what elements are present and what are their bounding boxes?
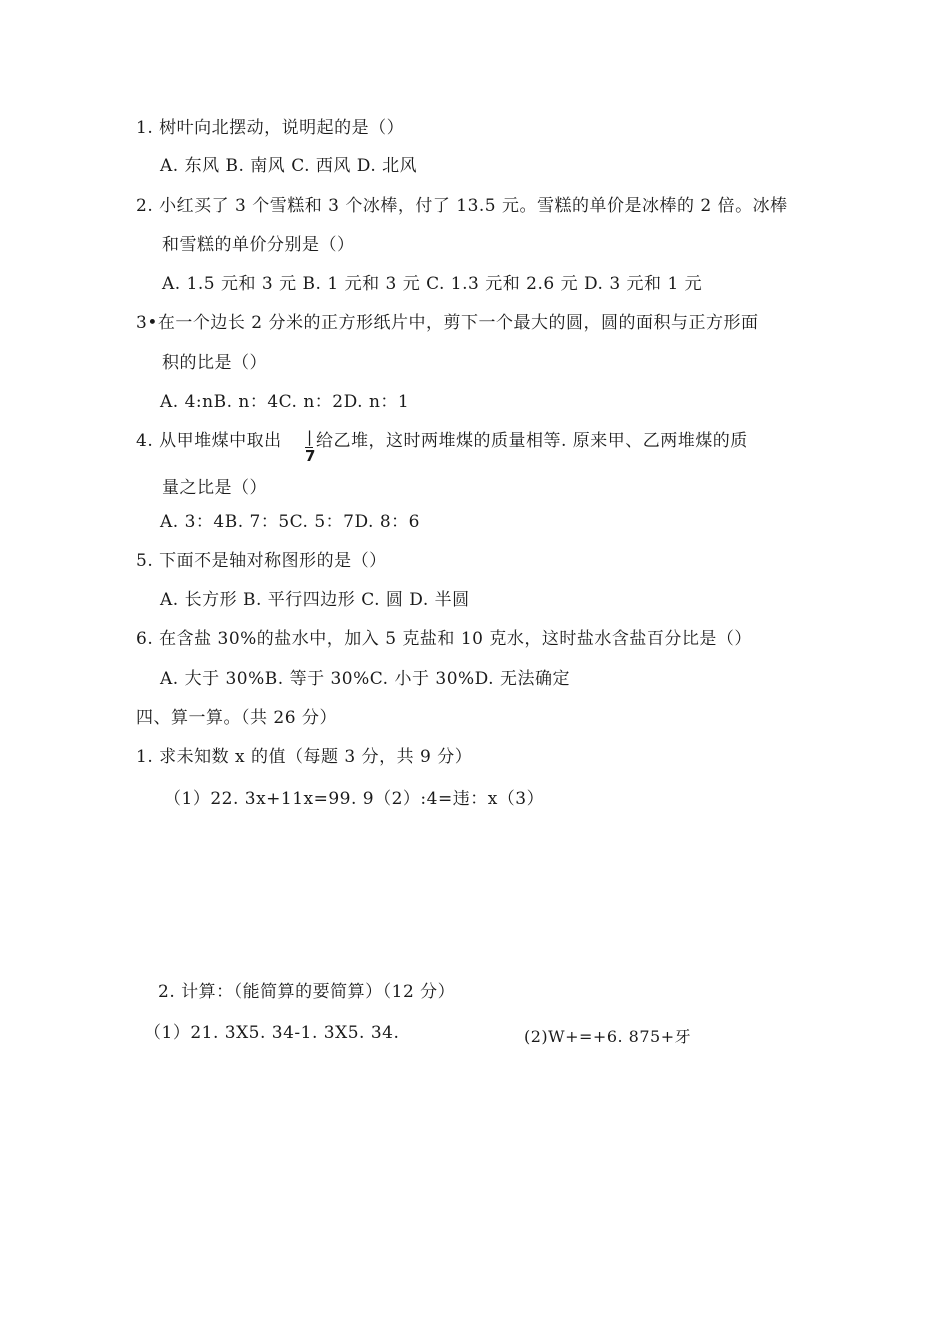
question-2-line-1: 2. 小红买了 3 个雪糕和 3 个冰棒，付了 13.5 元。雪糕的单价是冰棒的 2 倍。冰棒 <box>136 196 788 216</box>
section-4-item-2-problem-1: （1）21. 3X5. 34-1. 3X5. 34. <box>144 1023 400 1043</box>
section-4-item-1-equations: （1）22. 3x+11x=99. 9（2）:4=违：x（3） <box>164 789 545 809</box>
question-2-options: A. 1.5 元和 3 元 B. 1 元和 3 元 C. 1.3 元和 2.6 元 D. 3 元和 1 元 <box>162 274 703 294</box>
question-4-line-2: 量之比是（） <box>162 478 267 498</box>
question-2-line-2: 和雪糕的单价分别是（） <box>162 235 355 255</box>
question-5-options: A. 长方形 B. 平行四边形 C. 圆 D. 半圆 <box>160 590 470 610</box>
question-6: 6. 在含盐 30%的盐水中，加入 5 克盐和 10 克水，这时盐水含盐百分比是（） <box>136 629 752 649</box>
section-4-item-2: 2. 计算：（能简算的要简算）（12 分） <box>158 982 456 1002</box>
question-4-options: A. 3：4B. 7：5C. 5：7D. 8：6 <box>160 512 420 532</box>
question-4-line-1-prefix: 4. 从甲堆煤中取出 <box>136 431 282 451</box>
section-4-item-2-problem-2: (2)W+=+6. 875+牙 <box>524 1027 692 1046</box>
question-5: 5. 下面不是轴对称图形的是（） <box>136 551 387 571</box>
question-1-options: A. 东风 B. 南风 C. 西风 D. 北风 <box>160 156 418 176</box>
question-3-line-1: 3•在一个边长 2 分米的正方形纸片中，剪下一个最大的圆，圆的面积与正方形面 <box>136 313 759 333</box>
section-4-heading: 四、算一算。（共 26 分） <box>136 708 337 728</box>
fraction-numerator: | <box>307 428 313 446</box>
question-6-options: A. 大于 30%B. 等于 30%C. 小于 30%D. 无法确定 <box>160 669 570 689</box>
question-3-options: A. 4:nB. n：4C. n：2D. n：1 <box>160 392 410 412</box>
question-4-line-1-suffix: 给乙堆，这时两堆煤的质量相等. 原来甲、乙两堆煤的质 <box>316 431 748 451</box>
section-4-item-1: 1. 求未知数 x 的值（每题 3 分，共 9 分） <box>136 747 473 767</box>
question-1: 1. 树叶向北摆动，说明起的是（） <box>136 118 405 138</box>
fraction-denominator: 7 <box>305 447 316 465</box>
question-3-line-2: 积的比是（） <box>162 353 267 373</box>
